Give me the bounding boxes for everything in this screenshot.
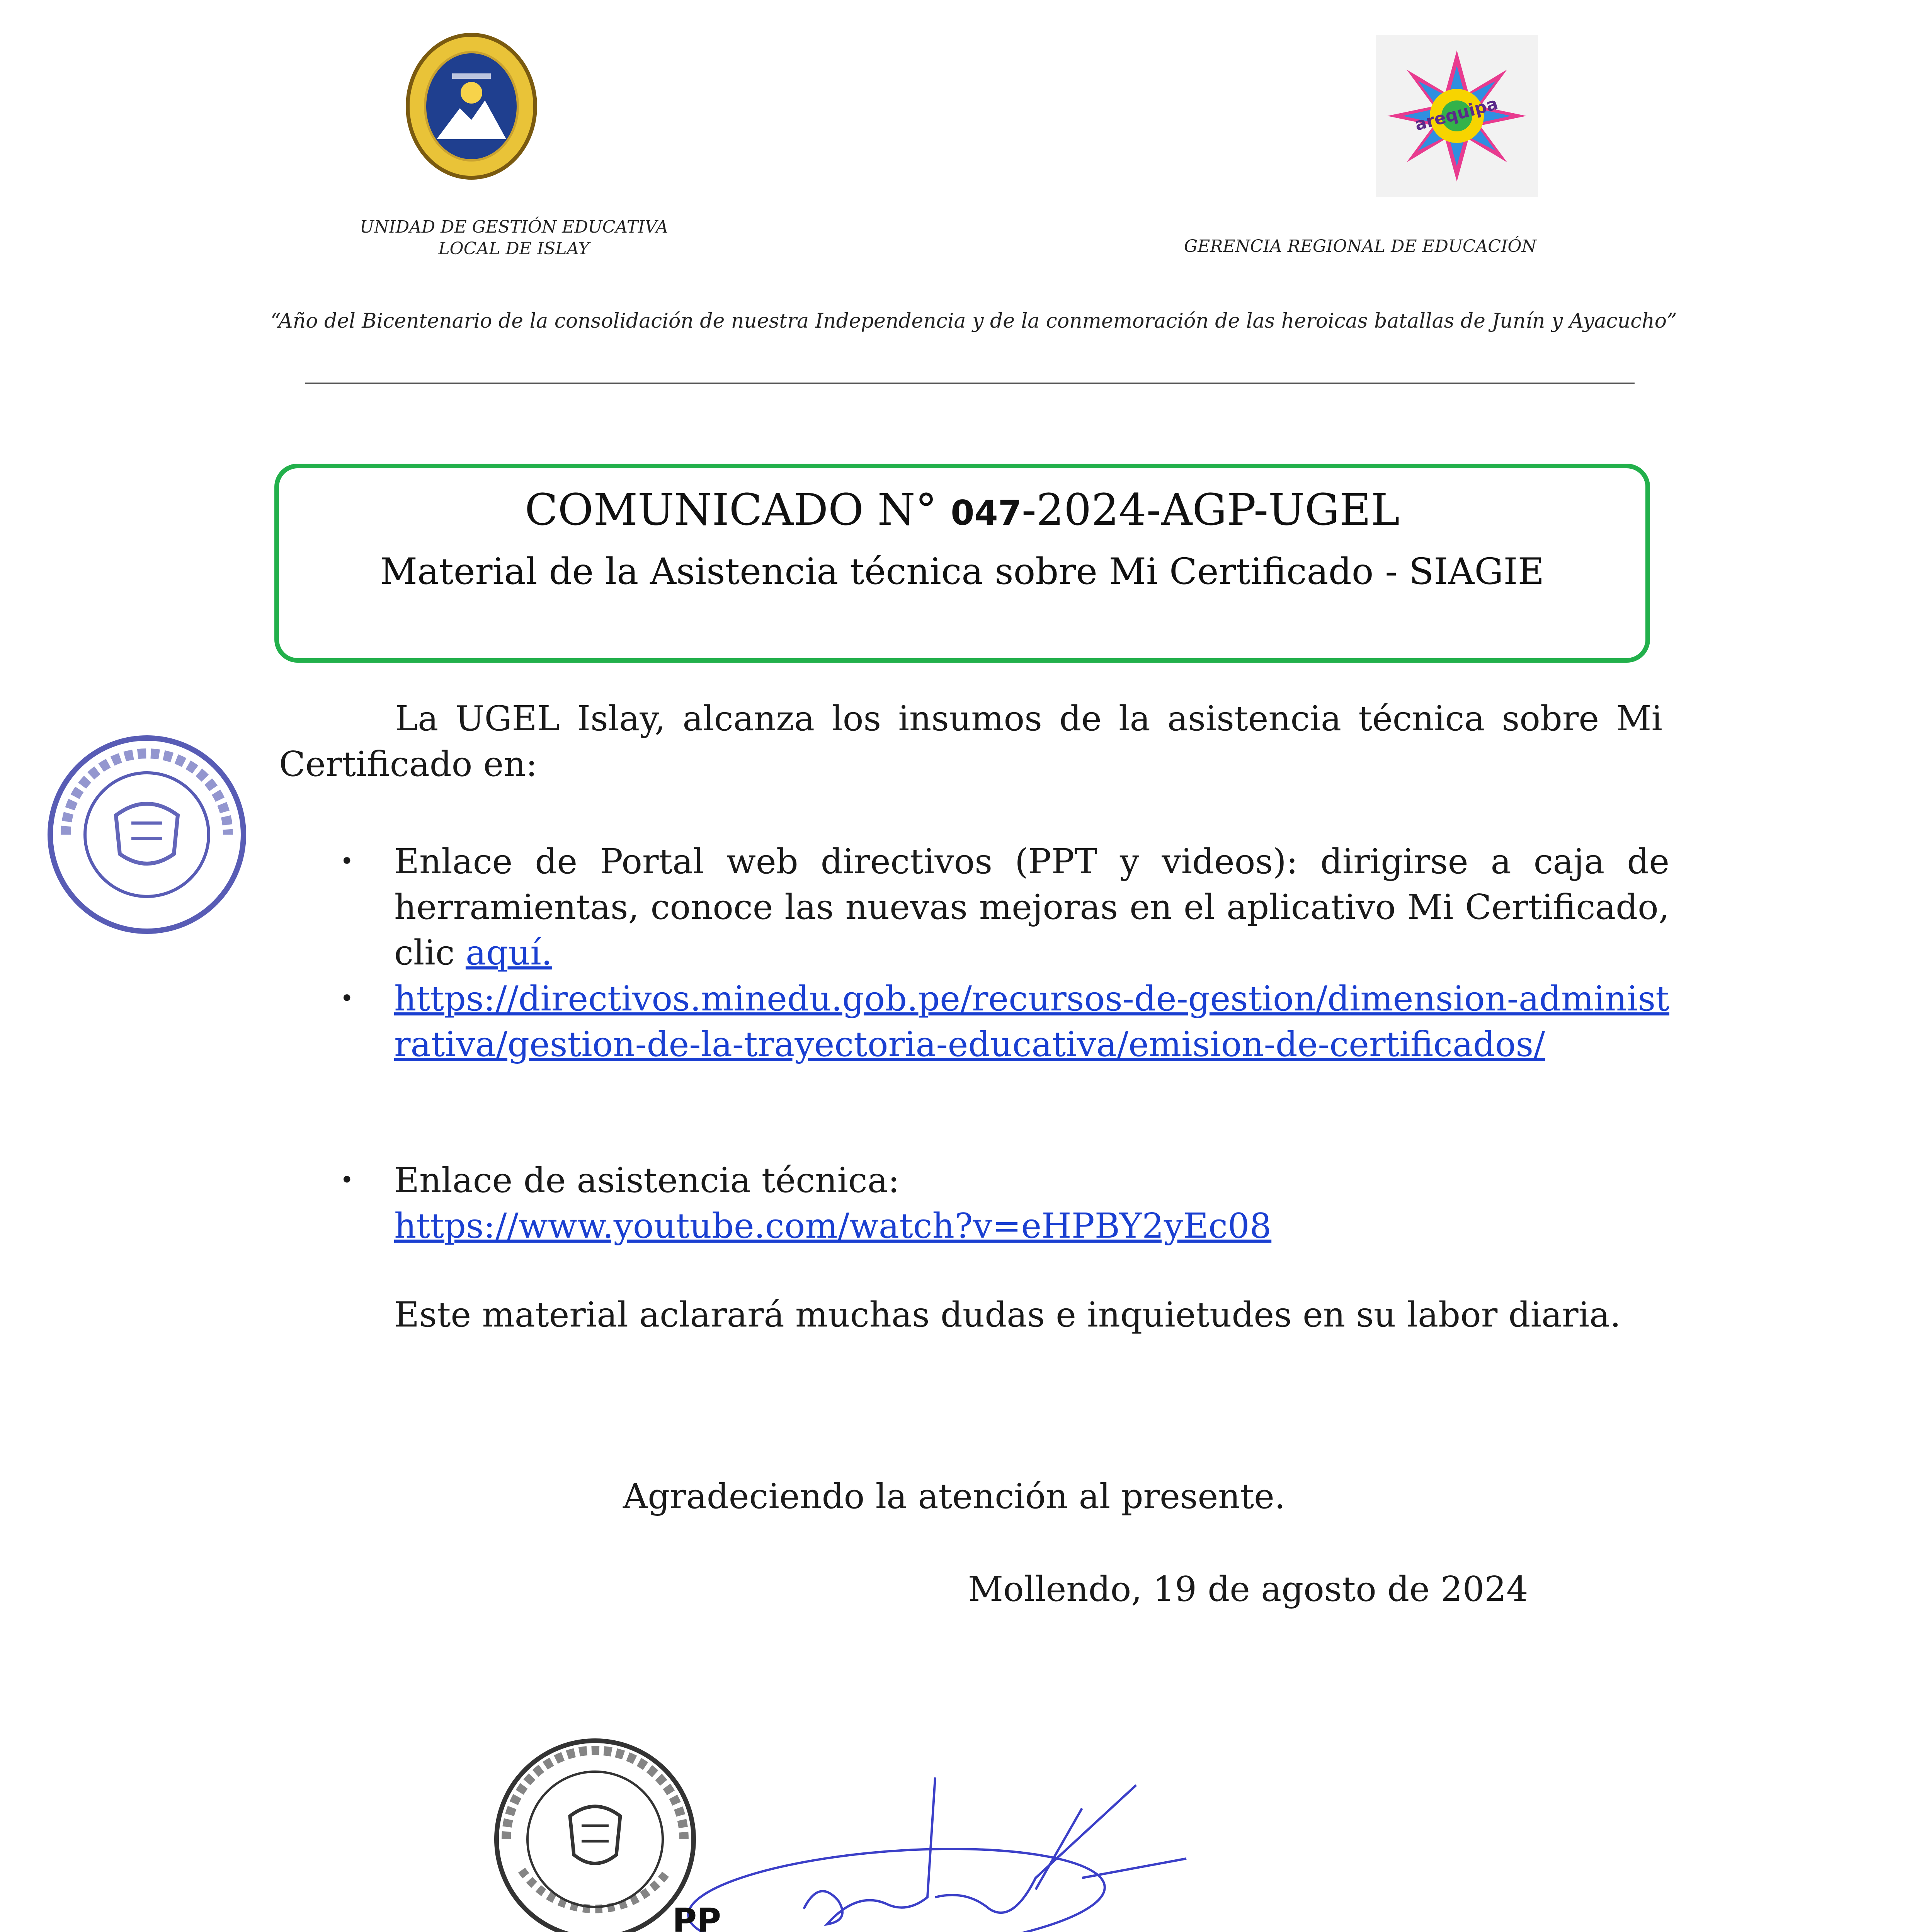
bullet-portal-text: Enlace de Portal web directivos (PPT y videos): dirigirse a caja de herramientas, conoce las nuevas mejoras en el aplicativo Mi Certificado, clic (394, 841, 1669, 973)
bullet-youtube-text: Enlace de asistencia técnica: (394, 1160, 900, 1200)
ugel-islay-logo (402, 31, 541, 182)
header-institution-right: GERENCIA REGIONAL DE EDUCACIÓN (1184, 236, 1537, 256)
handwritten-signature (657, 1762, 1198, 1932)
title-number: 047 (951, 493, 1022, 533)
bullet-youtube (394, 1157, 1669, 1248)
intro-paragraph (279, 696, 1662, 787)
pedagogical-area-seal (39, 726, 255, 943)
place-date: Mollendo, 19 de agosto de 2024 (968, 1569, 1528, 1609)
aqui-link[interactable]: aquí. (465, 932, 553, 973)
closing-sentence: Este material aclarará muchas dudas e inquietudes en su labor diaria. (394, 1294, 1621, 1335)
bullet-marker: • (340, 848, 354, 875)
header-left-line2: LOCAL DE ISLAY (438, 239, 590, 259)
bullet-portal (394, 838, 1669, 975)
title-prefix: COMUNICADO N° (524, 485, 937, 535)
directivos-url-link[interactable]: https://directivos.minedu.gob.pe/recursos-de-gestion/dimension-administrativa/gestion-de-la-trayectoria-educativa/emision-de-certificados/ (394, 978, 1669, 1064)
bullet-marker: • (340, 1167, 354, 1194)
year-motto: “Año del Bicentenario de la consolidación de nuestra Independencia y de la conmemoración de las heroicas batallas de Junín y Ayacucho” (270, 310, 1677, 333)
bullet-marker: • (340, 985, 354, 1012)
document-subtitle: Material de la Asistencia técnica sobre Mi Certificado - SIAGIE (380, 551, 1545, 593)
header-left-line1: UNIDAD DE GESTIÓN EDUCATIVA (359, 217, 669, 237)
bullet-directivos-link (394, 976, 1669, 1067)
arequipa-logo (1376, 35, 1538, 197)
pp-mark: PP (672, 1901, 721, 1932)
youtube-url-link[interactable]: https://www.youtube.com/watch?v=eHPBY2yEc08 (394, 1206, 1272, 1246)
thanks-line: Agradeciendo la atención al presente. (623, 1476, 1286, 1516)
title-suffix: -2024-AGP-UGEL (1021, 485, 1400, 535)
arequipa-logo-text: arequipa (1412, 94, 1500, 135)
header-divider (305, 383, 1635, 384)
header-institution-left (247, 216, 781, 260)
intro-text: La UGEL Islay, alcanza los insumos de la asistencia técnica sobre Mi Certificado en: (279, 698, 1662, 784)
document-title (274, 485, 1650, 535)
